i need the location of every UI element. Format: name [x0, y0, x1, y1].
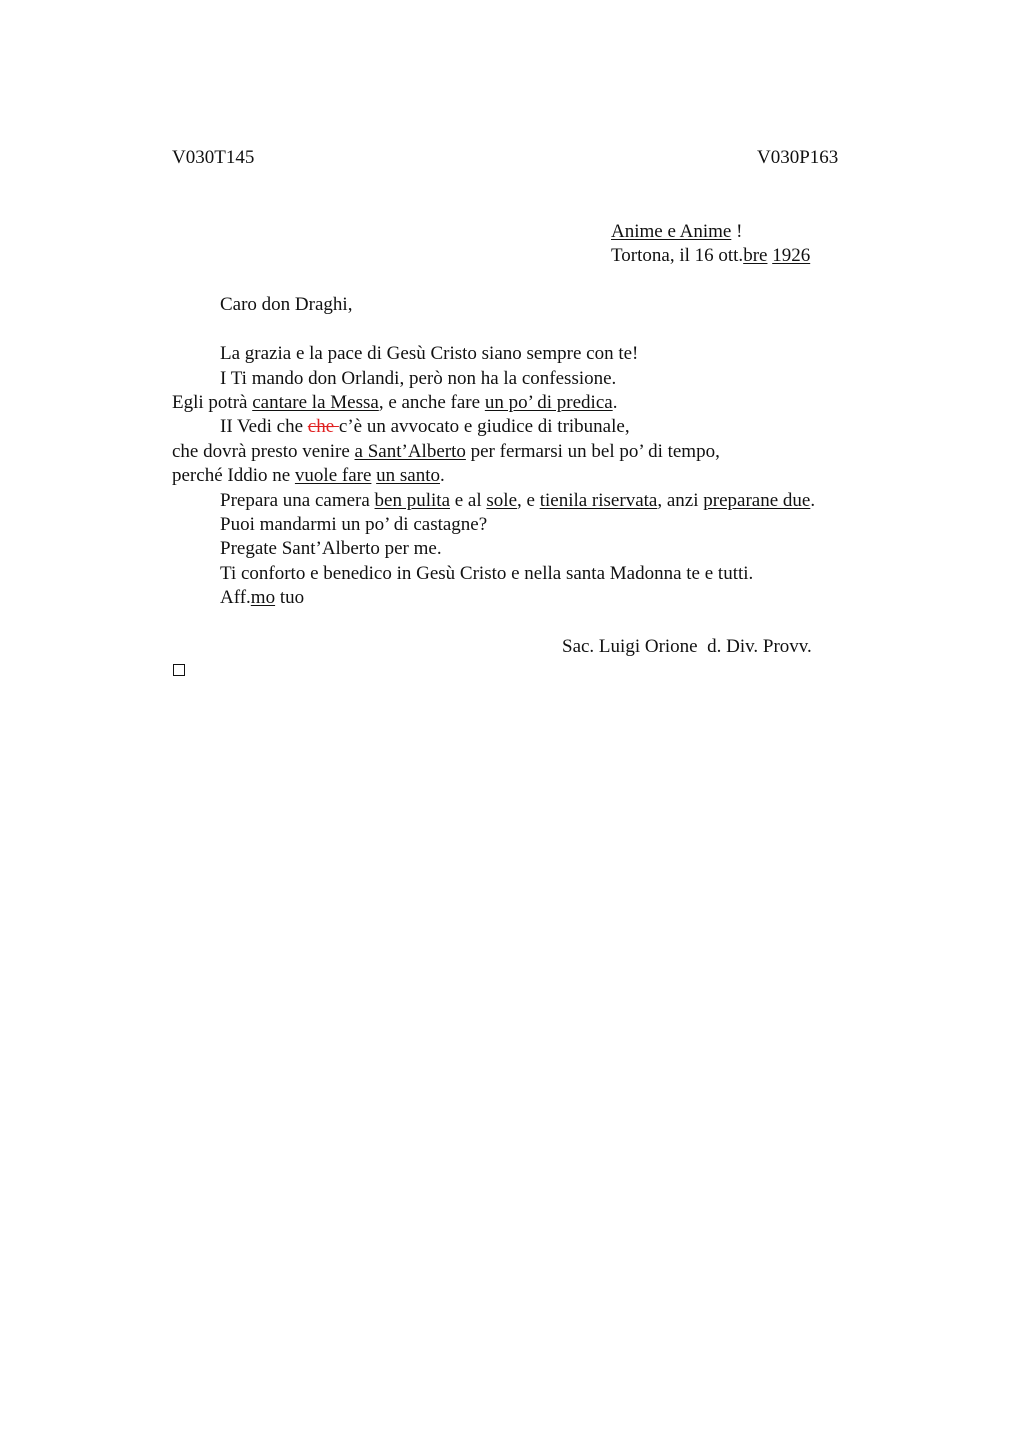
body-line-5	[172, 440, 720, 464]
signature: Sac. Luigi Orione d. Div. Provv.	[562, 636, 812, 657]
struck-text: che	[307, 416, 339, 437]
body-line-2: I Ti mando don Orlandi, però non ha la confessione.	[220, 368, 617, 389]
motto-punct: !	[731, 221, 743, 242]
salutation: Caro don Draghi,	[220, 294, 353, 315]
place-date: Tortona, il 16 ott.	[611, 245, 744, 266]
underlined-text: ben pulita	[374, 490, 450, 511]
underlined-text: vuole fare	[294, 465, 372, 486]
month-suffix: bre	[743, 245, 768, 266]
empty-box-icon	[173, 664, 185, 676]
text: , e anche fare	[378, 392, 485, 413]
body-line-4	[220, 415, 630, 439]
text: e al	[450, 490, 487, 511]
text: , anzi	[657, 490, 704, 511]
year: 1926	[772, 245, 811, 266]
body-line-1: La grazia e la pace di Gesù Cristo siano sempre con te!	[220, 343, 639, 364]
text: Egli potrà	[172, 392, 253, 413]
text: c’è un avvocato e giudice di tribunale,	[338, 416, 630, 437]
text: per fermarsi un bel po’ di tempo,	[465, 441, 720, 462]
text: .	[810, 490, 816, 511]
document-code-right: V030P163	[757, 147, 839, 168]
body-line-9: Pregate Sant’Alberto per me.	[220, 538, 442, 559]
underlined-text: tienila riservata	[539, 490, 658, 511]
motto: Anime e Anime	[611, 221, 732, 242]
underlined-text: cantare la Messa	[252, 392, 379, 413]
document-code-left: V030T145	[172, 147, 255, 168]
text: che dovrà presto venire	[172, 441, 355, 462]
body-line-10: Ti conforto e benedico in Gesù Cristo e nella santa Madonna te e tutti.	[220, 563, 754, 584]
underlined-text: mo	[250, 587, 276, 608]
underlined-text: un po’ di predica	[484, 392, 613, 413]
text: .	[440, 465, 445, 486]
motto-line	[611, 220, 742, 244]
underlined-text: sole	[486, 490, 518, 511]
place-date-line	[611, 244, 810, 268]
closing	[220, 586, 304, 610]
text: .	[612, 392, 618, 413]
underlined-text: un santo	[376, 465, 441, 486]
body-line-7	[220, 489, 815, 513]
text: tuo	[275, 587, 305, 608]
body-line-8: Puoi mandarmi un po’ di castagne?	[220, 514, 488, 535]
text: , e	[517, 490, 540, 511]
text: perché Iddio ne	[172, 465, 295, 486]
underlined-text: preparane due	[703, 490, 811, 511]
underlined-text: a Sant’Alberto	[354, 441, 466, 462]
text: Aff.	[220, 587, 251, 608]
body-line-6	[172, 464, 445, 488]
text: II Vedi che	[220, 416, 308, 437]
text: Prepara una camera	[220, 490, 375, 511]
body-line-3	[172, 391, 617, 415]
